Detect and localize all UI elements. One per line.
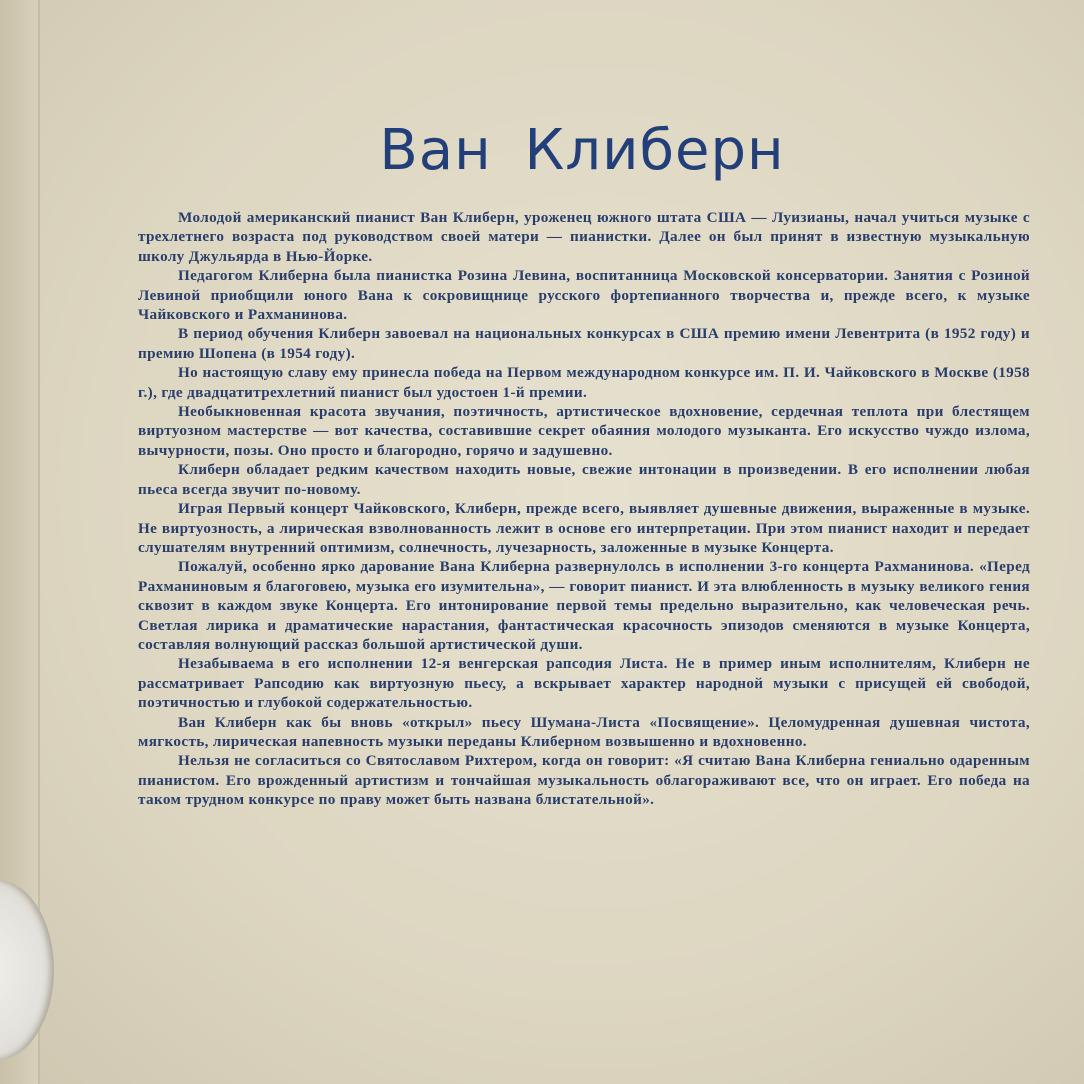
paragraph-1: Молодой американский пианист Ван Клиберн, уроженец южного штата США — Луизианы, начал учиться музыке с трехлетнего возраста под руководством своей матери — пианистки. Далее он был принят в известную музыкальную школу Джульярда в Нью-Йорке. (138, 209, 1030, 265)
paragraph-4: Но настоящую славу ему принесла победа на Первом международном конкурсе им. П. И. Чайковского в Москве (1958 г.), где двадцатитрехлетний пианист был удостоен 1-й премии. (138, 364, 1030, 401)
paragraph-2: Педагогом Клиберна была пианистка Розина Левина, воспитанница Московской консерватории. Занятия с Розиной Левиной приобщили юного Вана к сокровищнице русского фортепианного творчества и, прежде всего, к музыке Чайковского и Рахманинова. (138, 267, 1030, 324)
paragraph-10: Ван Клиберн как бы вновь «открыл» пьесу Шумана-Листа «Посвящение». Целомудренная душевная чистота, мягкость, лирическая напевность музыки переданы Клиберном возвышенно и вдохновенно. (138, 713, 1030, 750)
paragraph-11: Нельзя не согласиться со Святославом Рихтером, когда он говорит: «Я считаю Вана Клиберна гениально одаренным пианистом. Его врожденный артистизм и тончайшая музыкальность облагораживают все, что он играет. Его победа на таком трудном конкурсе по праву может быть названа блистательной». (138, 752, 1030, 809)
paragraph-8: Пожалуй, особенно ярко дарование Вана Клиберна развернулолсь в исполнении 3-го концерта Рахманинова. «Перед Рахманиновым я благоговею, музыка его изумительна», — говорит пианист. И эта влюбленность в музыку великого гения сквозит в каждом звуке Концерта. Его интонирование первой темы предельно выразительно, как человеческая речь. Светлая лирика и драматические нарастания, фантастическая красочность эпизодов сменяются в музыке Концерта, составляя волнующий рассказ большой артистической души. (138, 558, 1030, 653)
article-body (138, 208, 1030, 810)
sleeve-finger-cutout (0, 880, 54, 1060)
paragraph-7: Играя Первый концерт Чайковского, Клиберн, прежде всего, выявляет душевные движения, выраженные в музыке. Не виртуозность, а лирическая взволнованность лежит в основе его интерпретации. При этом пианист находит и передает слушателям внутренний оптимизм, солнечность, лучезарность, заложенные в музыке Концерта. (138, 500, 1030, 556)
paragraph-5: Необыкновенная красота звучания, поэтичность, артистическое вдохновение, сердечная теплота при блестящем виртуозном мастерстве — вот качества, составившие секрет обаяния молодого музыканта. Его искусство чуждо излома, вычурности, позы. Оно просто и благородно, горячо и задушевно. (138, 403, 1030, 459)
paragraph-9: Незабываема в его исполнении 12-я венгерская рапсодия Листа. Не в пример иным исполнителям, Клиберн не рассматривает Рапсодию как виртуозную пьесу, а вскрывает характер народной музыки с присущей ей свободой, поэтичностью и глубокой содержательностью. (138, 655, 1030, 712)
paragraph-6: Клиберн обладает редким качеством находить новые, свежие интонации в произведении. В его исполнении любая пьеса всегда звучит по-новому. (138, 461, 1030, 498)
paragraph-3: В период обучения Клиберн завоевал на национальных конкурсах в США премию имени Левентрита (в 1952 году) и премию Шопена (в 1954 году). (138, 325, 1030, 362)
page-title: Ван Клиберн (379, 118, 785, 183)
